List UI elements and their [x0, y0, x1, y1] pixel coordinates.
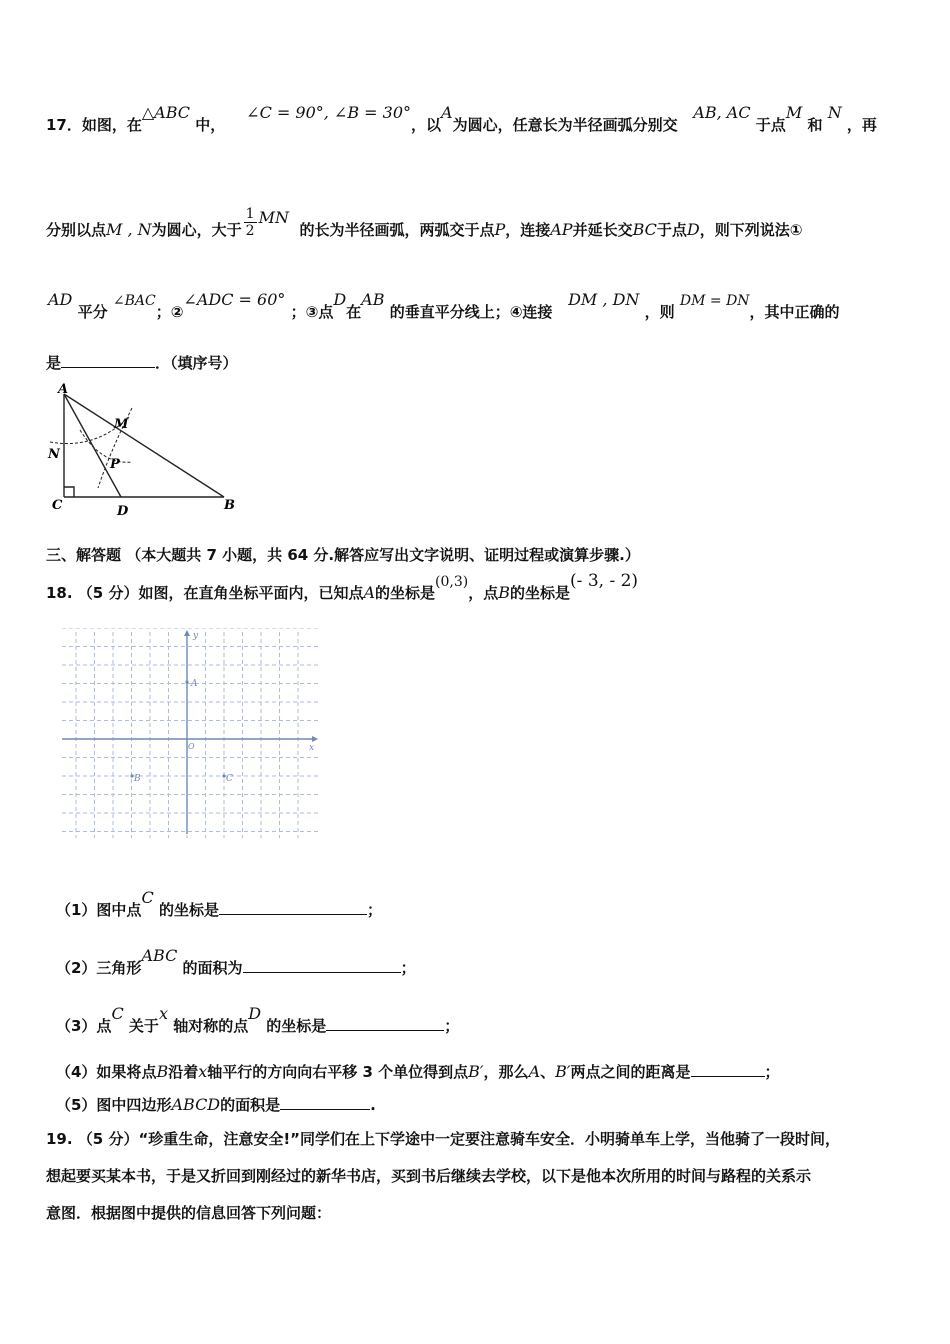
- text: ，则下列说法①: [699, 221, 803, 239]
- math-a: A: [363, 583, 376, 602]
- math-angle-adc: ∠ADC = 60°: [183, 290, 286, 309]
- answer-blank[interactable]: [280, 1097, 370, 1110]
- text: ，那么: [483, 1063, 529, 1081]
- q18-part5: [56, 1094, 376, 1115]
- math-a: A: [441, 103, 453, 122]
- y-axis-arrow: [184, 630, 190, 636]
- math-m: M: [785, 103, 803, 122]
- math-mn: MN: [258, 208, 289, 227]
- text: （5）图中四边形: [56, 1096, 172, 1114]
- section-3-heading: 三、解答题 （本大题共 7 小题，共 64 分.解答应写出文字说明、证明过程或演算步骤.）: [46, 546, 640, 564]
- math-abc: ABC: [141, 946, 178, 965]
- math-bc: BC: [632, 220, 657, 239]
- q17-line1: [46, 103, 877, 135]
- math-d: D: [686, 220, 700, 239]
- fraction-half: [244, 206, 257, 239]
- q18-part2: [56, 946, 416, 978]
- text: 平分: [77, 303, 108, 321]
- math-d: D: [248, 1004, 262, 1023]
- text: 的坐标是: [375, 584, 436, 602]
- right-angle-mark: [64, 487, 74, 497]
- label-a: A: [58, 382, 69, 397]
- text: 两点之间的距离是: [570, 1063, 691, 1081]
- text: 的坐标是: [510, 584, 571, 602]
- label-d: D: [117, 504, 129, 519]
- answer-blank[interactable]: [61, 355, 155, 368]
- text: ；②: [155, 303, 184, 321]
- text: ，以: [411, 116, 442, 134]
- math-m-n: M , N: [106, 220, 152, 239]
- q17-line3: [46, 290, 840, 322]
- math-b: B: [498, 583, 511, 602]
- math-angles: ∠C = 90°, ∠B = 30°: [246, 103, 412, 122]
- math-c: C: [141, 888, 154, 907]
- text: ；: [444, 1017, 460, 1035]
- text: 于点: [755, 116, 786, 134]
- label-b: B: [134, 774, 141, 784]
- text: ；: [400, 959, 416, 977]
- answer-blank[interactable]: [326, 1018, 444, 1031]
- side-ab: [64, 394, 224, 497]
- math-b-prime: B′: [468, 1062, 484, 1081]
- q17-line2: [46, 206, 803, 247]
- q19-line1: 19. （5 分）“珍重生命，注意安全!”同学们在上下学途中一定要注意骑车安全．小明骑单车上学，当他骑了一段时间，: [46, 1130, 841, 1148]
- math-angle-bac: ∠BAC: [112, 293, 156, 309]
- text: 的长为半径画弧，两弧交于点: [299, 221, 495, 239]
- q18-part4: [56, 1061, 780, 1082]
- segment-ad: [64, 394, 121, 497]
- math-c: C: [111, 1004, 124, 1023]
- math-triangle-abc: △ABC: [141, 103, 191, 122]
- label-x: x: [309, 743, 315, 753]
- text: 为圆心，大于: [151, 221, 242, 239]
- text: 轴对称的点: [173, 1017, 249, 1035]
- text: 轴平行的方向向右平移 3 个单位得到点: [207, 1063, 469, 1081]
- label-c: C: [226, 774, 233, 784]
- label-n: N: [48, 447, 60, 462]
- math-dm-dn: DM , DN: [568, 290, 640, 309]
- label-b: B: [224, 498, 235, 513]
- math-x: x: [198, 1062, 208, 1081]
- text: 分别以点: [46, 221, 107, 239]
- text: 18. （5 分）如图，在直角坐标平面内，已知点: [46, 584, 364, 602]
- text: ．（填序号）: [155, 354, 238, 372]
- text: 并延长交: [572, 221, 633, 239]
- q17-number: 17．如图，在: [46, 116, 142, 134]
- x-axis-arrow: [312, 736, 318, 742]
- text: 沿着: [168, 1063, 199, 1081]
- text: 和: [807, 116, 823, 134]
- answer-blank[interactable]: [243, 960, 401, 973]
- text: 的坐标是: [158, 901, 219, 919]
- math-x: x: [158, 1004, 168, 1023]
- q18-coordinate-grid: [60, 628, 322, 842]
- text: 、: [540, 1063, 556, 1081]
- q17-triangle-figure: [40, 380, 250, 520]
- text: ，连接: [505, 221, 551, 239]
- text: 关于: [128, 1017, 159, 1035]
- math-n: N: [827, 103, 842, 122]
- text: .: [370, 1096, 376, 1114]
- text: （2）三角形: [56, 959, 142, 977]
- q17-line4: [46, 352, 238, 373]
- math-p: P: [494, 220, 506, 239]
- math-a: A: [528, 1062, 541, 1081]
- math-b: B: [156, 1062, 169, 1081]
- point-a: [185, 680, 188, 683]
- math-dm-eq-dn: DM = DN: [679, 293, 750, 309]
- label-p: P: [110, 457, 120, 472]
- text: 2: [245, 223, 255, 239]
- answer-blank[interactable]: [219, 902, 367, 915]
- text: ；: [366, 901, 382, 919]
- text: 1: [245, 206, 255, 222]
- text: （3）点: [56, 1017, 112, 1035]
- text: ，点: [468, 584, 499, 602]
- text: 于点: [656, 221, 687, 239]
- text: 的垂直平分线上；④连接: [389, 303, 553, 321]
- q19-line3: 意图．根据图中提供的信息回答下列问题：: [46, 1204, 332, 1222]
- text: （4）如果将点: [56, 1063, 157, 1081]
- math-b-prime: B′: [555, 1062, 571, 1081]
- math-ap: AP: [550, 220, 573, 239]
- q18-stem: [46, 571, 639, 603]
- math-abcd: ABCD: [171, 1095, 221, 1114]
- text: 中，: [190, 116, 226, 134]
- q19-line2: 想起要买某本书，于是又折回到刚经过的新华书店，买到书后继续去学校，以下是他本次所用的时间与路程的关系示: [46, 1167, 812, 1185]
- label-m: M: [114, 417, 129, 432]
- math-ab: AB: [361, 290, 385, 309]
- q18-part1: [56, 888, 382, 920]
- text: ，其中正确的: [749, 303, 840, 321]
- text: 的面积为: [182, 959, 243, 977]
- answer-blank[interactable]: [691, 1064, 765, 1077]
- label-y: y: [193, 631, 199, 641]
- math-ad: AD: [48, 290, 73, 309]
- text: 为圆心，任意长为半径画弧分别交: [452, 116, 678, 134]
- label-a: A: [191, 679, 198, 689]
- text: 在: [346, 303, 362, 321]
- text: 的坐标是: [266, 1017, 327, 1035]
- q18-part3: [56, 1004, 460, 1036]
- label-origin: O: [188, 742, 195, 751]
- text: 是: [46, 354, 62, 372]
- text: （1）图中点: [56, 901, 142, 919]
- text: 的面积是: [220, 1096, 281, 1114]
- text: ，则: [644, 303, 675, 321]
- math-ab-ac: AB, AC: [693, 103, 751, 122]
- arc-center-m: [80, 430, 132, 462]
- text: ，再: [846, 116, 877, 134]
- text: ；③点: [290, 303, 334, 321]
- math-b-coord: (- 3, - 2): [570, 571, 639, 591]
- text: ；: [764, 1063, 780, 1081]
- label-c: C: [52, 498, 63, 513]
- math-a-coord: (0,3): [435, 574, 469, 590]
- math-d: D: [333, 290, 347, 309]
